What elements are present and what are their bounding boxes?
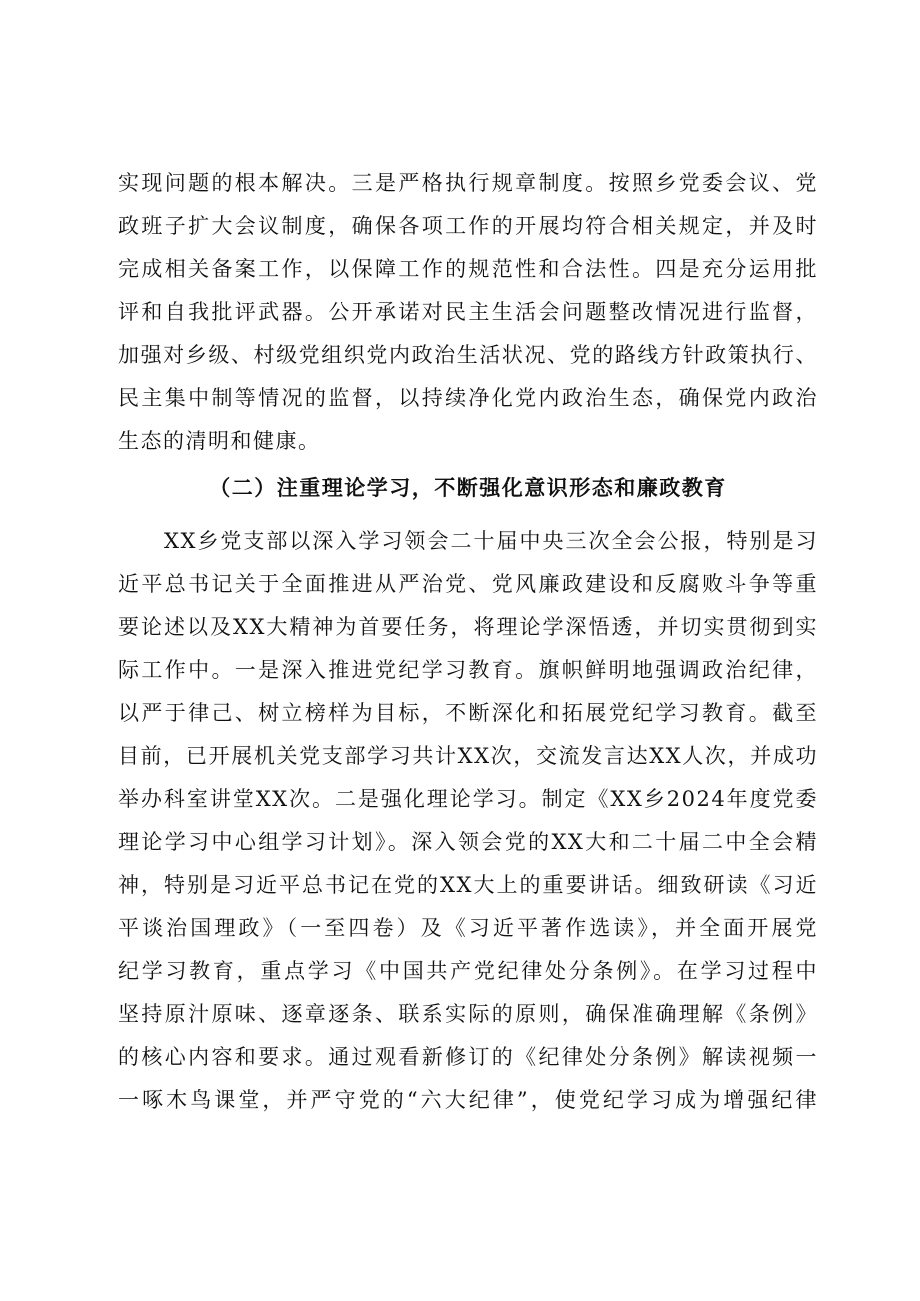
paragraph-line: 评和自我批评武器。公开承诺对民主生活会问题整改情况进行监督， (118, 300, 818, 324)
paragraph-line: 完成相关备案工作，以保障工作的规范性和合法性。四是充分运用批 (118, 257, 818, 281)
paragraph-line: 理论学习中心组学习计划》。深入领会党的XX大和二十届二中全会精 (118, 830, 818, 854)
paragraph-line: 民主集中制等情况的监督，以持续净化党内政治生态，确保党内政治 (118, 386, 818, 410)
paragraph-line: 坚持原汁原味、逐章逐条、联系实际的原则，确保准确理解《条例》 (118, 1002, 818, 1026)
paragraph-line: 实现问题的根本解决。三是严格执行规章制度。按照乡党委会议、党 (118, 171, 818, 195)
paragraph-line: XX乡党支部以深入学习领会二十届中央三次全会公报，特别是习 (164, 529, 818, 553)
paragraph-line: 的核心内容和要求。通过观看新修订的《纪律处分条例》解读视频一 (118, 1045, 818, 1069)
paragraph-line: 以严于律己、树立榜样为目标，不断深化和拓展党纪学习教育。截至 (118, 701, 818, 725)
paragraph-line: 际工作中。一是深入推进党纪学习教育。旗帜鲜明地强调政治纪律， (118, 658, 818, 682)
paragraph-line: 举办科室讲堂XX次。二是强化理论学习。制定《XX乡2024年度党委 (118, 787, 818, 811)
paragraph-line: 政班子扩大会议制度，确保各项工作的开展均符合相关规定，并及时 (118, 214, 818, 238)
paragraph-line: 平谈治国理政》（一至四卷）及《习近平著作选读》，并全面开展党 (118, 916, 818, 940)
section-heading: （二）注重理论学习，不断强化意识形态和廉政教育 (209, 475, 727, 500)
paragraph-line: 纪学习教育，重点学习《中国共产党纪律处分条例》。在学习过程中 (118, 959, 818, 983)
paragraph-line: 要论述以及XX大精神为首要任务，将理论学深悟透，并切实贯彻到实 (118, 615, 818, 639)
paragraph-line: 目前，已开展机关党支部学习共计XX次，交流发言达XX人次，并成功 (118, 744, 818, 768)
paragraph-line: 神，特别是习近平总书记在党的XX大上的重要讲话。细致研读《习近 (118, 873, 818, 897)
paragraph-line: 生态的清明和健康。 (118, 429, 321, 453)
paragraph-line: 一啄木鸟课堂，并严守党的“六大纪律”，使党纪学习成为增强纪律 (118, 1088, 818, 1112)
paragraph-line: 近平总书记关于全面推进从严治党、党风廉政建设和反腐败斗争等重 (118, 572, 818, 596)
paragraph-1 (118, 162, 818, 463)
paragraph-2 (118, 520, 818, 1122)
paragraph-line: 加强对乡级、村级党组织党内政治生活状况、党的路线方针政策执行、 (118, 343, 818, 367)
